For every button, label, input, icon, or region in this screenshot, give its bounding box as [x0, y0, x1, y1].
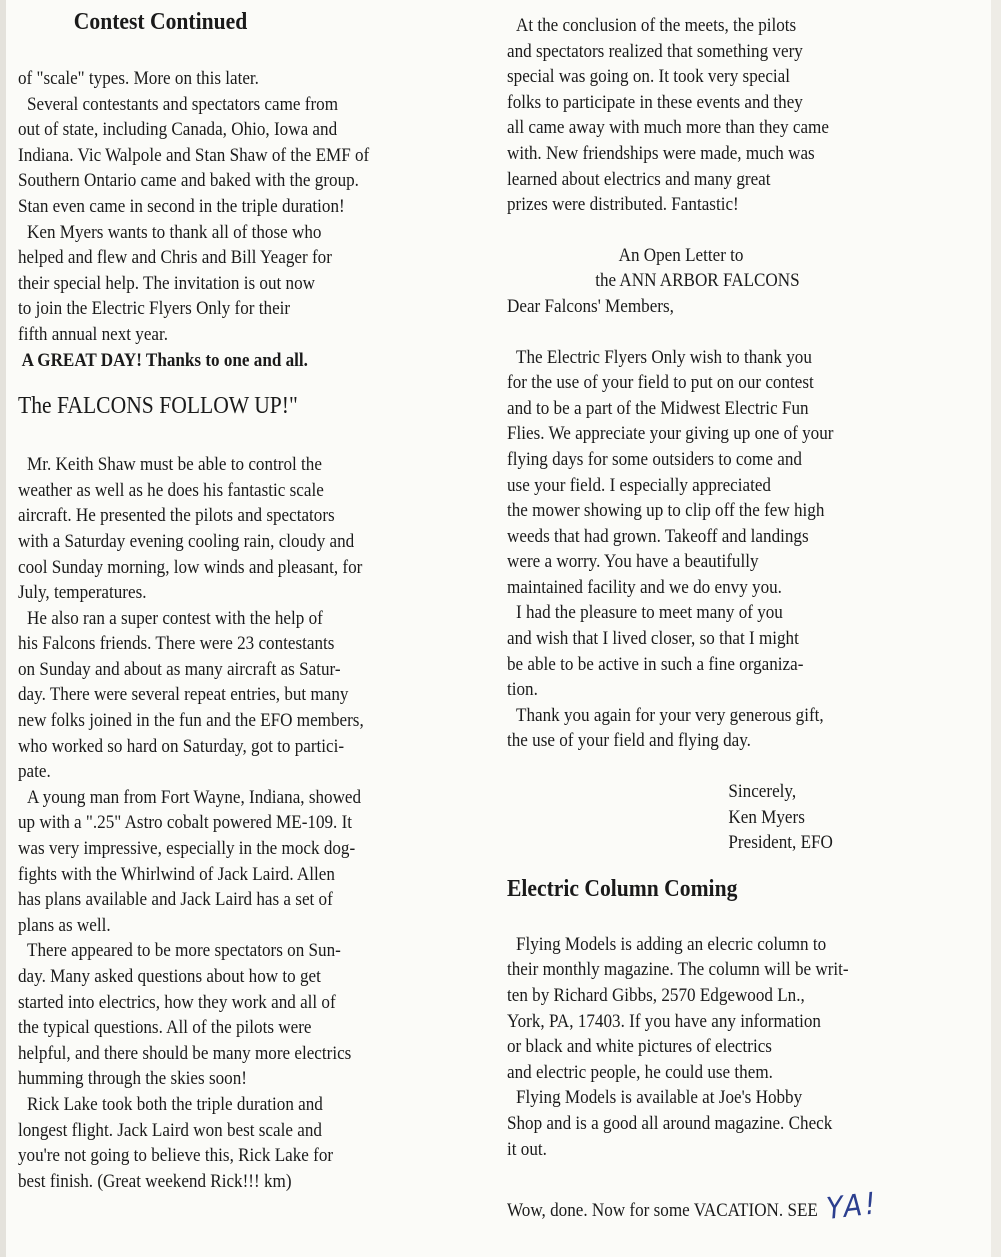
text-line: He also ran a super contest with the help of	[27, 607, 323, 629]
text-line: on Sunday and about as many aircraft as Satur-	[18, 658, 341, 680]
text-line: prizes were distributed. Fantastic!	[507, 194, 739, 216]
text-line: you're not going to believe this, Rick Lake for	[18, 1145, 334, 1167]
text-line: day. Many asked questions about how to get	[18, 966, 321, 987]
text-line: of "scale" types. More on this later.	[18, 68, 259, 89]
text-line: has plans available and Jack Laird has a set of	[18, 889, 333, 911]
text-line: the mower showing up to clip off the few high	[507, 500, 825, 522]
text-line: Rick Lake took both the triple duration and	[27, 1093, 323, 1115]
electric-column-heading: Electric Column Coming	[507, 875, 738, 902]
closing-line	[507, 1186, 930, 1228]
text-line: folks to participate in these events and they	[507, 91, 803, 113]
text-line: Flies. We appreciate your giving up one of your	[507, 423, 834, 445]
text-line: his Falcons friends. There were 23 contestants	[18, 633, 335, 655]
text-line: their special help. The invitation is out now	[18, 272, 315, 294]
text-line: to join the Electric Flyers Only for their	[18, 298, 291, 320]
signoff-line: Ken Myers	[728, 806, 805, 828]
text-line: York, PA, 17403. If you have any information	[507, 1010, 821, 1032]
text-line: who worked so hard on Saturday, got to partici-	[18, 735, 345, 757]
text-line: up with a ".25" Astro cobalt powered ME-109. It	[18, 812, 353, 834]
great-day-line: A GREAT DAY! Thanks to one and all.	[21, 349, 308, 371]
text-line: and to be a part of the Midwest Electric Fun	[507, 397, 809, 419]
text-line: July, temperatures.	[18, 582, 147, 604]
text-line: flying days for some outsiders to come and	[507, 448, 802, 470]
text-line: or black and white pictures of electrics	[507, 1036, 772, 1058]
text-line: Southern Ontario came and baked with the group.	[18, 170, 359, 192]
right-column	[507, 0, 977, 1228]
text-line: helped and flew and Chris and Bill Yeager for	[18, 247, 332, 269]
text-line: cool Sunday morning, low winds and pleasant, for	[18, 556, 363, 578]
open-letter-recipient: the ANN ARBOR FALCONS	[595, 270, 800, 292]
text-line: all came away with much more than they came	[507, 117, 829, 139]
text-line: day. There were several repeat entries, but many	[18, 684, 349, 706]
text-line: A young man from Fort Wayne, Indiana, showed	[27, 786, 362, 808]
text-line: Several contestants and spectators came from	[27, 93, 339, 115]
text-line: ten by Richard Gibbs, 2570 Edgewood Ln.,	[507, 985, 805, 1006]
handwritten-signoff: YA!	[825, 1186, 881, 1228]
text-line: fights with the Whirlwind of Jack Laird. Allen	[18, 863, 335, 885]
text-line: it out.	[507, 1138, 547, 1160]
text-line: their monthly magazine. The column will be writ-	[507, 959, 849, 981]
text-line: aircraft. He presented the pilots and spectators	[18, 505, 335, 527]
electric-column-article	[507, 932, 977, 1162]
open-letter	[507, 243, 977, 856]
left-column	[18, 0, 488, 1194]
text-line: be able to be active in such a fine organiza-	[507, 653, 804, 675]
text-line: weather as well as he does his fantastic scale	[18, 479, 324, 501]
text-line: Flying Models is available at Joe's Hobby	[516, 1087, 803, 1109]
text-line: and spectators realized that something very	[507, 40, 803, 62]
text-line: new folks joined in the fun and the EFO members,	[18, 710, 364, 732]
text-line: longest flight. Jack Laird won best scale and	[18, 1119, 322, 1141]
contest-heading: Contest Continued	[73, 9, 248, 35]
scan-edge-left	[0, 0, 6, 1257]
text-line: the typical questions. All of the pilots were	[18, 1017, 312, 1039]
text-line: was very impressive, especially in the mock dog-	[18, 838, 356, 860]
text-line: the use of your field and flying day.	[507, 730, 751, 752]
text-line: Ken Myers wants to thank all of those who	[27, 221, 322, 243]
open-letter-title: An Open Letter to	[618, 244, 744, 266]
text-line: There appeared to be more spectators on Sun-	[27, 940, 341, 962]
text-line: use your field. I especially appreciated	[507, 474, 771, 496]
text-line: humming through the skies soon!	[18, 1068, 247, 1090]
text-line: fifth annual next year.	[18, 323, 169, 345]
text-line: At the conclusion of the meets, the pilots	[516, 15, 797, 36]
text-line: Thank you again for your very generous gift,	[516, 704, 824, 726]
text-line: with a Saturday evening cooling rain, cloudy and	[18, 530, 355, 552]
falcons-heading: The FALCONS FOLLOW UP!"	[18, 393, 298, 420]
scan-edge-right	[991, 0, 1001, 1257]
text-line: plans as well.	[18, 914, 111, 936]
text-line: and electric people, he could use them.	[507, 1061, 773, 1083]
text-line: I had the pleasure to meet many of you	[516, 602, 783, 624]
text-line: best finish. (Great weekend Rick!!! km)	[18, 1170, 292, 1192]
text-line: Indiana. Vic Walpole and Stan Shaw of the EMF of	[18, 144, 370, 166]
contest-article	[18, 66, 488, 373]
signoff-line: President, EFO	[728, 832, 833, 854]
text-line: and wish that I lived closer, so that I might	[507, 628, 799, 650]
text-line: tion.	[507, 679, 538, 701]
text-line: The Electric Flyers Only wish to thank you	[516, 346, 812, 368]
text-line: special was going on. It took very special	[507, 66, 791, 88]
salutation: Dear Falcons' Members,	[507, 295, 674, 317]
text-line: Flying Models is adding an elecric column to	[516, 933, 827, 955]
text-line: for the use of your field to put on our contest	[507, 372, 814, 394]
signoff-line: Sincerely,	[728, 781, 797, 803]
text-line: weeds that had grown. Takeoff and landings	[507, 525, 809, 547]
text-line: learned about electrics and many great	[507, 168, 771, 190]
falcons-article	[18, 452, 488, 1194]
text-line: were a worry. You have a beautifully	[507, 551, 759, 573]
conclusion-article	[507, 13, 977, 218]
closing-text: Wow, done. Now for some VACATION. SEE	[507, 1200, 818, 1222]
text-line: Mr. Keith Shaw must be able to control the	[27, 454, 322, 476]
text-line: Shop and is a good all around magazine. Check	[507, 1112, 833, 1134]
text-line: maintained facility and we do envy you.	[507, 576, 782, 598]
text-line: pate.	[18, 761, 51, 783]
text-line: helpful, and there should be many more electrics	[18, 1042, 352, 1064]
text-line: with. New friendships were made, much was	[507, 142, 815, 164]
text-line: out of state, including Canada, Ohio, Iowa and	[18, 119, 338, 141]
text-line: Stan even came in second in the triple duration!	[18, 195, 345, 217]
text-line: started into electrics, how they work and all of	[18, 991, 336, 1013]
